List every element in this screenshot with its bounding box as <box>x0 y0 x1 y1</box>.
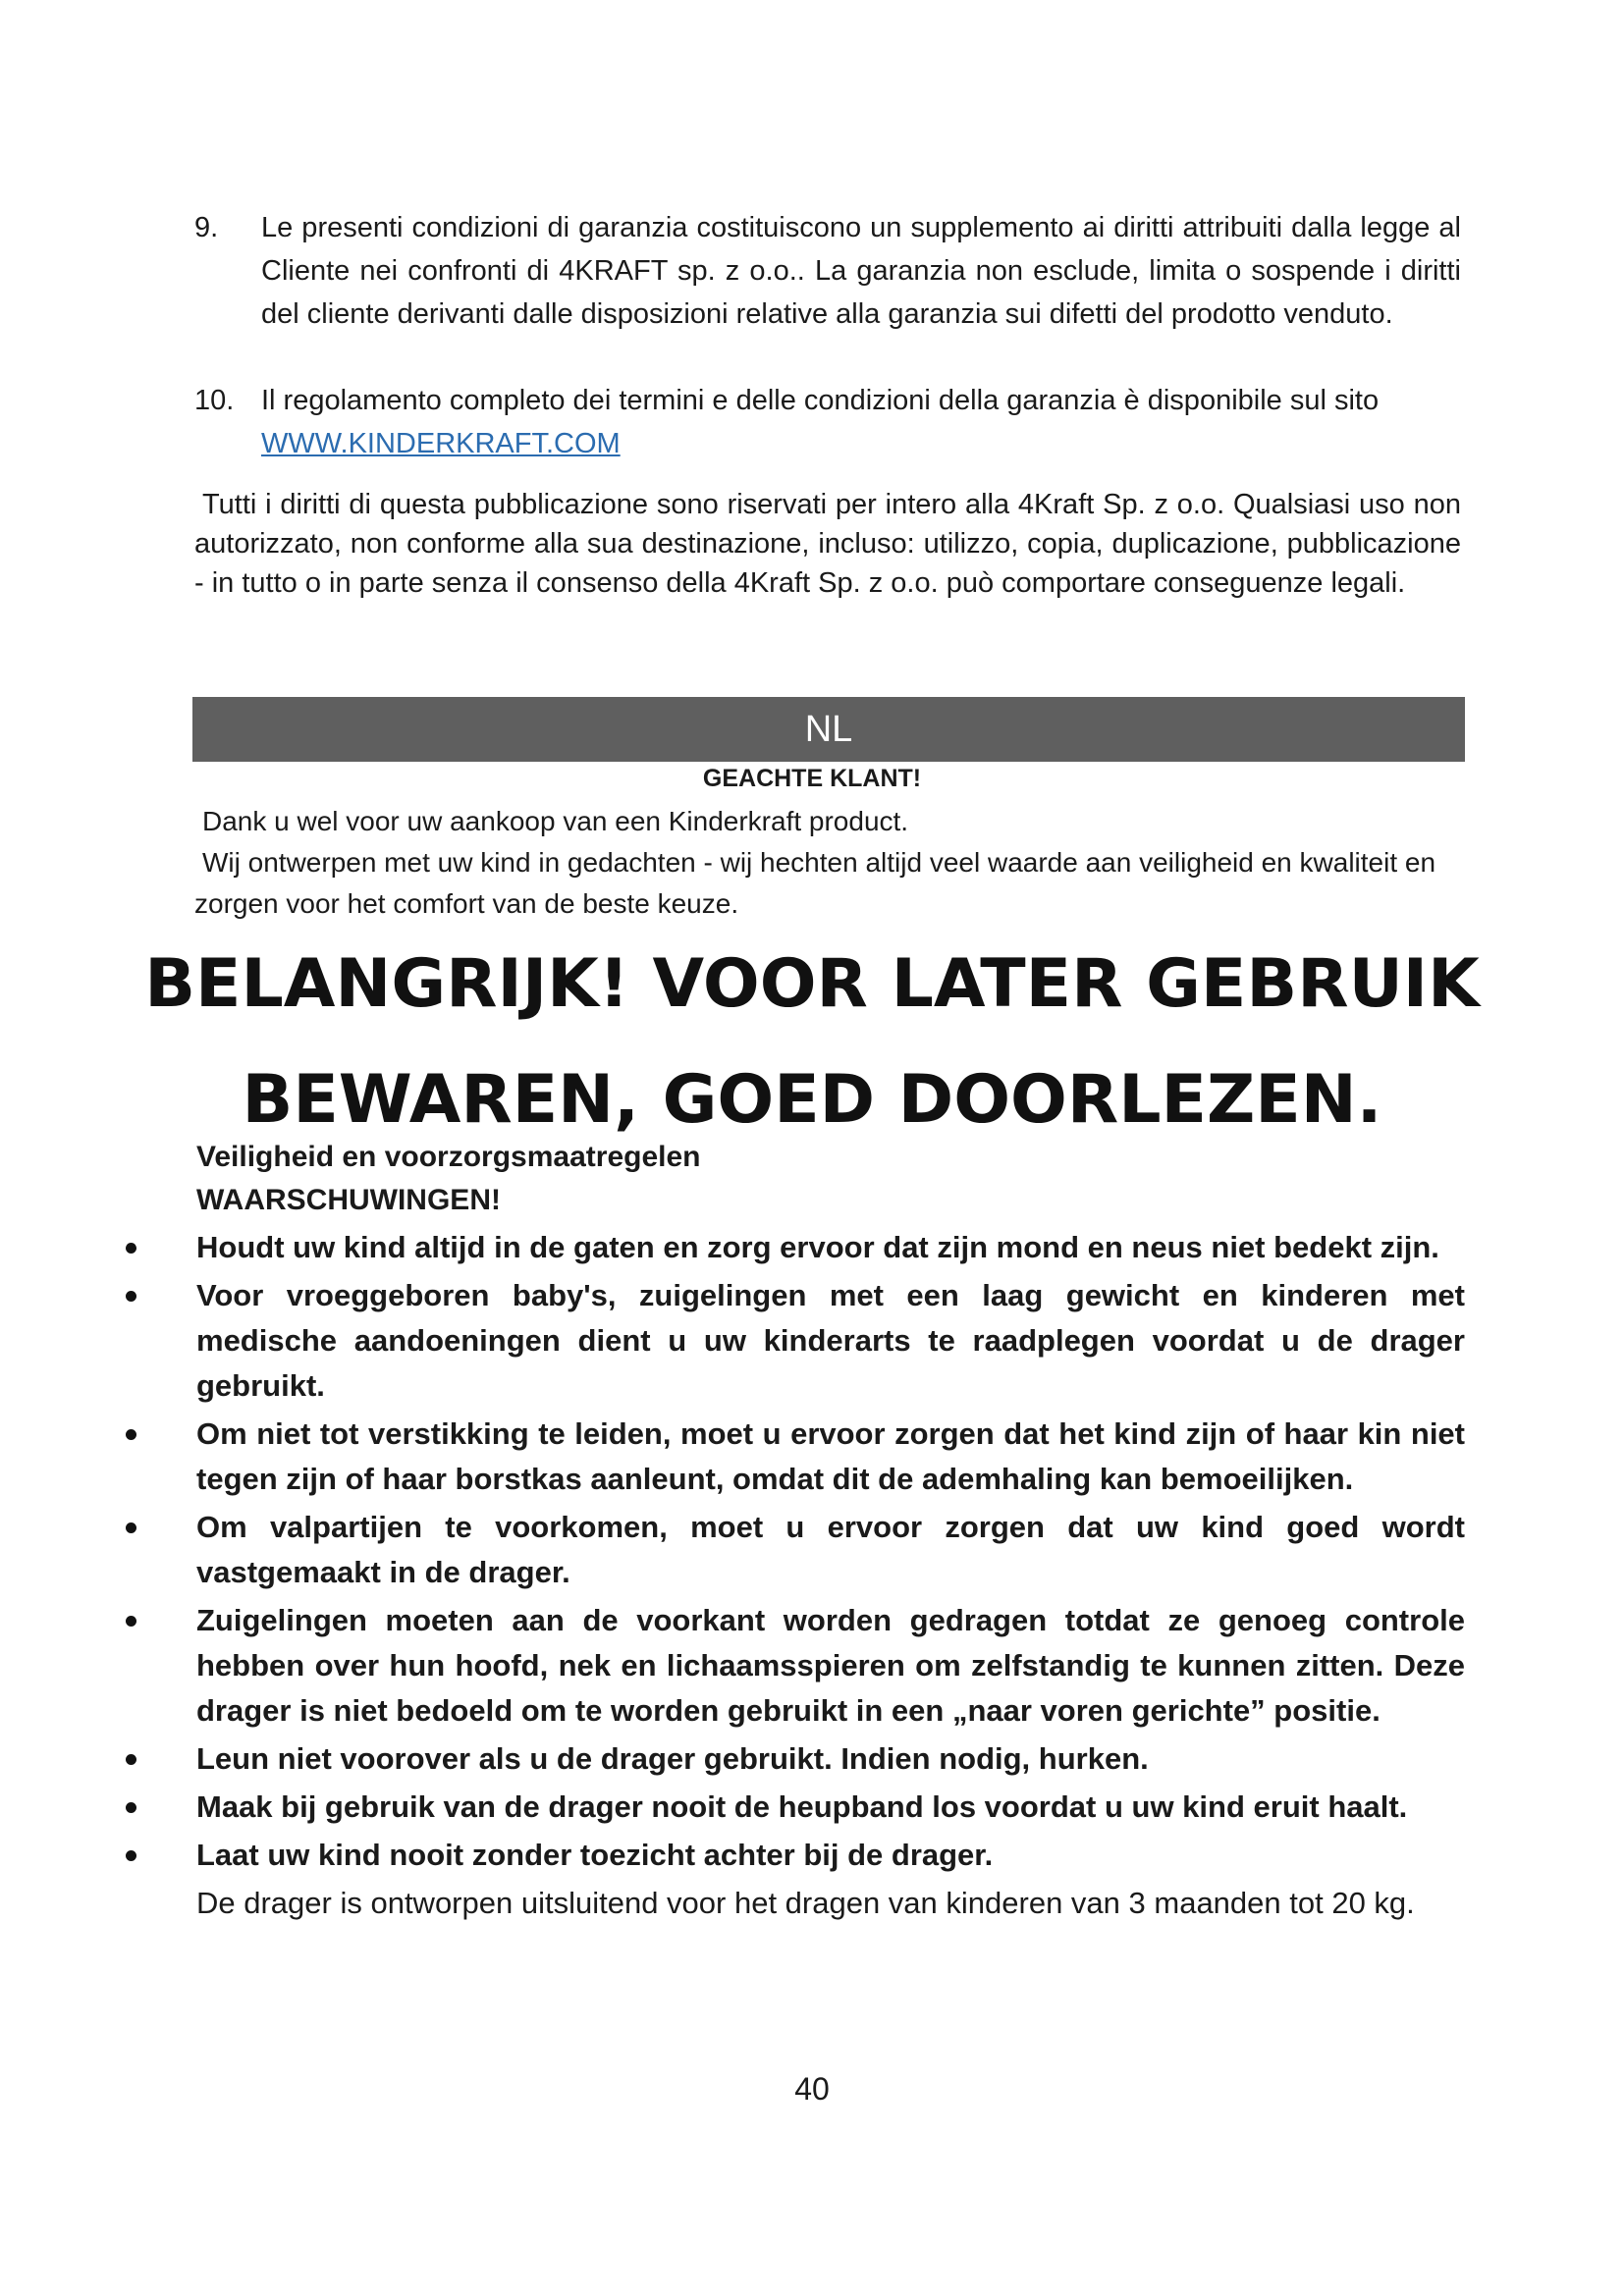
rights-paragraph: Tutti i diritti di questa pubblicazione sono riservati per intero alla 4Kraft Sp. z o.o. Qualsiasi uso non autorizzato, non conforme alla sua destinazione, incluso: utilizzo, copia, duplicazione, pubblicazione - in tutto o in parte senza il consenso della 4Kraft Sp. z o.o. può comportare conseguenze legali. <box>194 489 1461 599</box>
bullet-icon <box>126 1429 136 1440</box>
warning-item: Houdt uw kind altijd in de gaten en zorg ervoor dat zijn mond en neus niet bedekt zijn. <box>196 1225 1465 1270</box>
headline-line-2: BEWAREN, GOED DOORLEZEN. <box>242 1061 1382 1139</box>
safety-title: Veiligheid en voorzorgsmaatregelen <box>196 1141 701 1173</box>
warning-item: Zuigelingen moeten aan de voorkant worden gedragen totdat ze genoeg controle hebben over hun hoofd, nek en lichaamsspieren om zelfstandig te kunnen zitten. Deze drager is niet bedoeld om te worden gebruikt in een „naar voren gerichte” positie. <box>196 1598 1465 1734</box>
bullet-icon <box>126 1243 136 1254</box>
warning-item: Om valpartijen te voorkomen, moet u ervoor zorgen dat uw kind goed wordt vastgemaakt in de drager. <box>196 1505 1465 1595</box>
warning-item: Voor vroeggeboren baby's, zuigelingen met een laag gewicht en kinderen met medische aandoeningen dient u uw kinderarts te raadplegen voordat u de drager gebruikt. <box>196 1273 1465 1409</box>
bullet-icon <box>126 1802 136 1813</box>
bullet-icon <box>126 1754 136 1765</box>
warnings-title: WAARSCHUWINGEN! <box>196 1184 501 1216</box>
page-number: 40 <box>794 2071 830 2107</box>
intro-line-1: Dank u wel voor uw aankoop van een Kinderkraft product. <box>202 806 909 836</box>
bullet-icon <box>126 1616 136 1627</box>
item-number: 9. <box>194 212 219 243</box>
intro-line-2: Wij ontwerpen met uw kind in gedachten - wij hechten altijd veel waarde aan veiligheid en kwaliteit en zorgen voor het comfort van de beste keuze. <box>194 847 1436 919</box>
item-number: 10. <box>194 385 235 416</box>
bullet-icon <box>126 1291 136 1302</box>
warranty-item-10 <box>194 379 1461 465</box>
warning-item: Om niet tot verstikking te leiden, moet u ervoor zorgen dat het kind zijn of haar kin niet tegen zijn of haar borstkas aanleunt, omdat dit de ademhaling kan bemoeilijken. <box>196 1412 1465 1502</box>
warning-item: Laat uw kind nooit zonder toezicht achter bij de drager. <box>196 1833 1465 1878</box>
warning-item: Maak bij gebruik van de drager nooit de heupband los voordat u uw kind eruit haalt. <box>196 1785 1465 1830</box>
intro-text <box>194 801 1461 925</box>
warnings-list <box>196 1225 1465 1926</box>
item-text: Il regolamento completo dei termini e delle condizioni della garanzia è disponibile sul sito <box>261 385 1380 416</box>
section-label: NL <box>804 709 853 750</box>
kinderkraft-website-link[interactable]: WWW.KINDERKRAFT.COM <box>261 428 621 459</box>
headline-line-1: BELANGRIJK! VOOR LATER GEBRUIK <box>144 945 1480 1023</box>
closing-text: De drager is ontworpen uitsluitend voor het dragen van kinderen van 3 maanden tot 20 kg. <box>196 1886 1415 1920</box>
warning-item: Leun niet voorover als u de drager gebruikt. Indien nodig, hurken. <box>196 1736 1465 1782</box>
bullet-icon <box>126 1850 136 1861</box>
greeting-heading: GEACHTE KLANT! <box>702 765 922 792</box>
bullet-icon <box>126 1522 136 1533</box>
language-section-banner <box>192 697 1465 762</box>
item-text: Le presenti condizioni di garanzia costituiscono un supplemento ai diritti attribuiti dalla legge al Cliente nei confronti di 4KRAFT sp. z o.o.. La garanzia non esclude, limita o sospende i diritti del cliente derivanti dalle disposizioni relative alla garanzia sui difetti del prodotto venduto. <box>261 212 1461 330</box>
warranty-item-9 <box>194 206 1461 336</box>
